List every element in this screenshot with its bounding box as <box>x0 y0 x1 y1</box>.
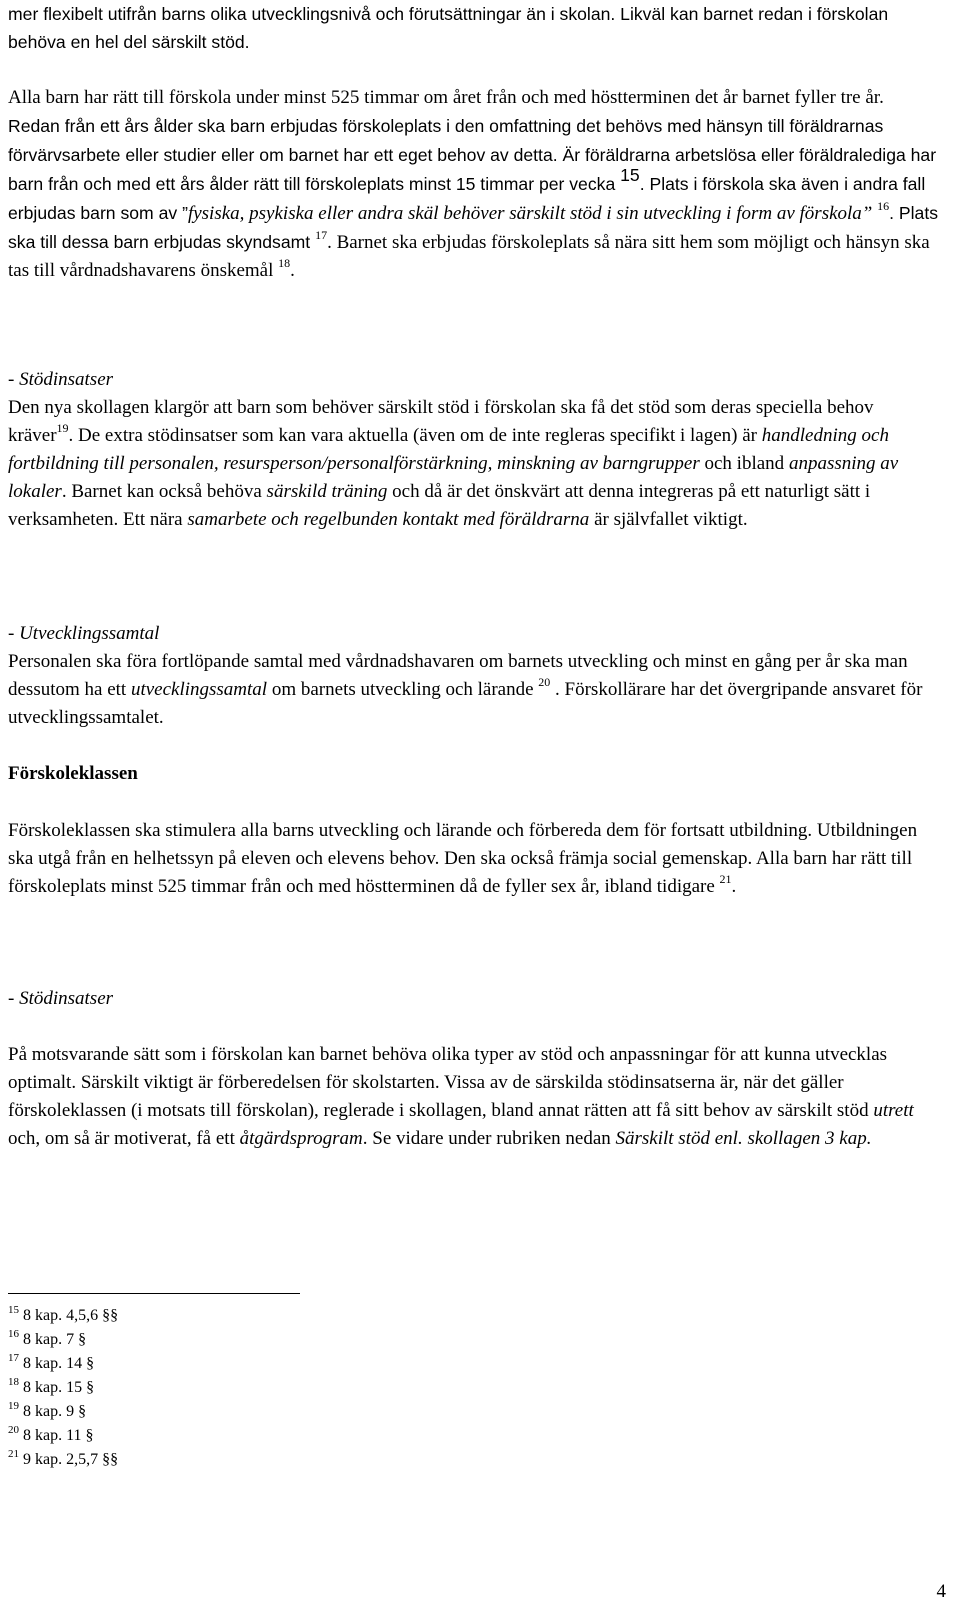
footnote-item: $^{16}$ 8 kap. 7 § <box>8 1327 87 1348</box>
footnote-item: $^{15}$ 8 kap. 4,5,6 §§ <box>8 1303 119 1324</box>
footnote-item: $^{21}$ 9 kap. 2,5,7 §§ <box>8 1447 119 1468</box>
section-title: Förskoleklassen <box>8 763 138 784</box>
footnote-ref-20[interactable]: 20 <box>538 674 551 689</box>
subheading-utvecklingssamtal: - Utvecklingssamtal <box>8 623 160 644</box>
paragraph-forskoleklassen: Förskoleklassen ska stimulera alla barns utveckling och lärande och förbereda dem för fortsatt utbildning. Utbildningen ska utgå från en helhetssyn på eleven och elevens behov. Den ska också främja social gemenskap. Alla barn har rätt till förskoleplats minst 525 timmar från och med höstterminen då de fyller sex år, ibland tidigare $^{21}$. <box>8 820 918 897</box>
footnotes-list <box>8 1304 118 1472</box>
subheading-block-stodinsatser-2 <box>8 985 938 1013</box>
footnote-ref-19[interactable]: 19 <box>56 420 69 435</box>
paragraph-intro: mer flexibelt utifrån barns olika utvecklingsnivå och förutsättningar än i skolan. Likväl kan barnet redan i förskolan behöva en hel del särskilt stöd. <box>8 4 889 52</box>
footnote-item: $^{18}$ 8 kap. 15 § <box>8 1375 95 1396</box>
paragraph-stod-forskoleklass: På motsvarande sätt som i förskolan kan barnet behöva olika typer av stöd och anpassningar för att kunna utvecklas optimalt. Särskilt viktigt är förberedelsen för skolstarten. Vissa av de särskilda stödinsatserna är, när det gäller förskoleklassen (i motsats till förskolan), reglerade i skollagen, bland annat rätten att få sitt behov av särskilt stöd utrett och, om så är motiverat, få ett åtgärdsprogram. Se vidare under rubriken nedan Särskilt stöd enl. skollagen 3 kap. <box>8 1044 914 1149</box>
footnote-ref-16[interactable]: 16 <box>877 198 890 213</box>
subheading-stodinsatser-2: - Stödinsatser <box>8 988 114 1009</box>
footnote-divider <box>8 1293 300 1294</box>
section-utvecklingssamtal: - Utvecklingssamtal Personalen ska föra fortlöpande samtal med vårdnadshavaren om barnets utveckling och minst en gång per år ska man dessutom ha ett utvecklingssamtal om barnets utveckling och lärande $^{20}$ . Förskollärare har det övergripande ansvaret för utvecklingssamtalet. <box>8 623 923 728</box>
cross-reference-link: Särskilt stöd enl. skollagen 3 kap. <box>615 1128 872 1149</box>
footnote-item: $^{20}$ 8 kap. 11 § <box>8 1423 94 1444</box>
subheading-stodinsatser: - Stödinsatser <box>8 369 114 390</box>
footnote-ref-21[interactable]: 21 <box>719 871 732 886</box>
footnote-item: $^{17}$ 8 kap. 14 § <box>8 1351 95 1372</box>
footnote-ref-17[interactable]: 17 <box>315 227 328 242</box>
footnote-item: $^{19}$ 8 kap. 9 § <box>8 1399 87 1420</box>
footnote-ref-15[interactable]: 15 <box>620 164 640 185</box>
section-heading-forskoleklassen <box>8 760 938 788</box>
paragraph-forskola-rights: Alla barn har rätt till förskola under minst 525 timmar om året från och med höstterminen det år barnet fyller tre år. Redan från ett års ålder ska barn erbjudas förskoleplats i den omfattning det behövs med hänsyn till föräldrarnas förvärvsarbete eller studier eller om barnet har ett eget behov av detta. Är föräldrarna arbetslösa eller föräldralediga har barn från och med ett års ålder rätt till förskoleplats minst 15 timmar per vecka $^{15}$. Plats i förskola ska även i andra fall erbjudas barn som av ”fysiska, psykiska eller andra skäl behöver särskilt stöd i sin utveckling i form av förskola” $^{16}$. Plats ska till dessa barn erbjudas skyndsamt $^{17}$. Barnet ska erbjudas förskoleplats så nära sitt hem som möjligt och hänsyn ska tas till vårdnadshavarens önskemål $^{18}$. <box>8 87 939 281</box>
footnote-ref-18[interactable]: 18 <box>278 255 291 270</box>
section-stodinsatser-forskola: - Stödinsatser Den nya skollagen klargör att barn som behöver särskilt stöd i förskolan ska få det stöd som deras speciella behov kräver$^{19}$. De extra stödinsatser som kan vara aktuella (även om de inte regleras specifikt i lagen) är handledning och fortbildning till personalen, resursperson/personalförstärkning, minskning av barngrupper och ibland anpassning av lokaler. Barnet kan också behöva särskild träning och då är det önskvärt att denna integreras på ett naturligt sätt i verksamheten. Ett nära samarbete och regelbunden kontakt med föräldrarna är självfallet viktigt. <box>8 369 899 530</box>
page-number: 4 <box>936 1581 946 1602</box>
